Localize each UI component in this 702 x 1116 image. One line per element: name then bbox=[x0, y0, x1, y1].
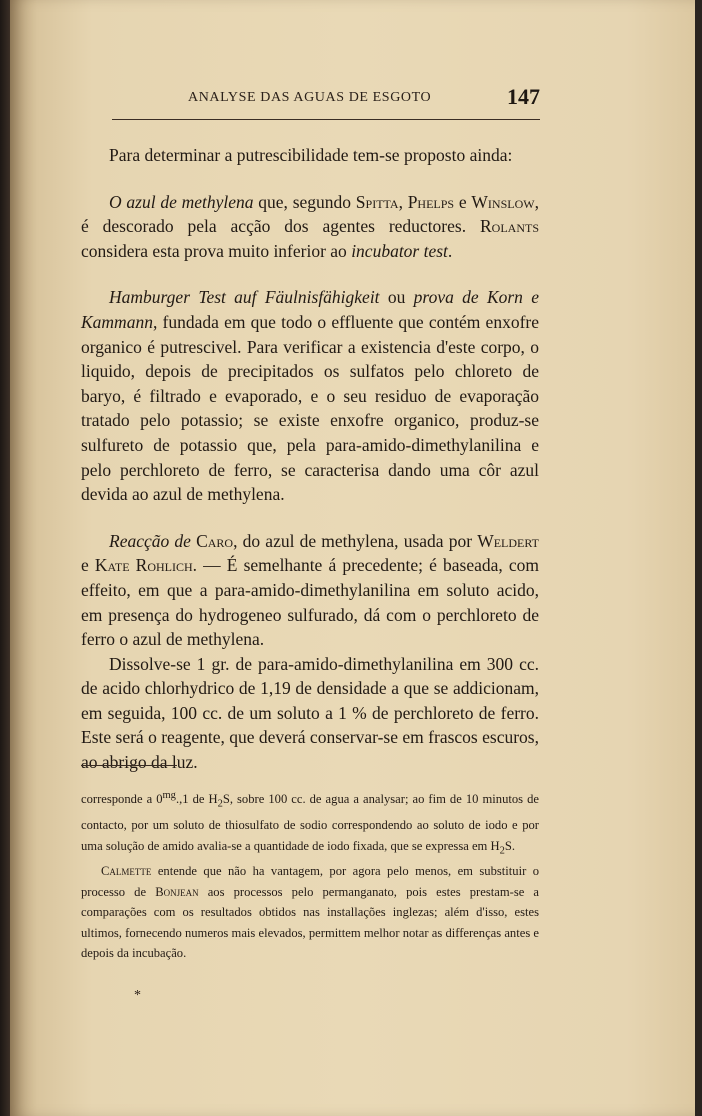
paragraph-reagent: Dissolve-se 1 gr. de para-amido-dimethylanilina em 300 cc. de acido chlorhydrico de 1,19 de densidade a que se addicionam, em seguida, 100 cc. de um soluto a 1 % de perchloreto de ferro. Este será o reagente, que deverá conservar-se em frascos escuros, ao abrigo da luz. bbox=[81, 653, 539, 773]
footnotes bbox=[81, 786, 539, 963]
header-rule bbox=[112, 119, 540, 120]
main-text bbox=[81, 143, 539, 775]
book-gutter bbox=[0, 0, 10, 1116]
page-header bbox=[188, 84, 540, 114]
page-number: 147 bbox=[507, 84, 540, 109]
running-title: ANALYSE DAS AGUAS DE ESGOTO bbox=[188, 90, 432, 105]
paragraph-caro-reaction: Reacção de Caro, do azul de methylena, usada por Weldert e Kate Rohlich. — É semelhante á precedente; é baseada, com effeito, em que a para-amido-dimethylanilina em soluto acido, em presença do hydrogeneo sulfurado, dá com o perchloreto de ferro o azul de methylena. bbox=[81, 530, 539, 650]
signature-mark: * bbox=[134, 988, 141, 1003]
paragraph-intro: Para determinar a putrescibilidade tem-se proposto ainda: bbox=[109, 145, 513, 165]
footnote-continuation: corresponde a $0^{mg}.,1$ de $H_2S$, sobre 100 cc. de agua a analysar; ao fim de 10 minutos de contacto, por um soluto de thiosulfato de sodio correspondendo ao soluto de iodo e por uma solução de amido avalia-se a quantidade de iodo fixada, que se expressa em $H_2S$. bbox=[81, 790, 539, 857]
footnote-rule bbox=[81, 765, 177, 766]
paragraph-hamburger-test: Hamburger Test auf Fäulnisfähigkeit ou prova de Korn e Kammann, fundada em que todo o effluente que contém enxofre organico é putrescivel. Para verificar a existencia d'este corpo, o liquido, depois de precipitados os sulfatos pelo chloreto de baryo, é filtrado e evaporado, e o seu residuo de evaporação tratado pelo potassio; se existe enxofre organico, produz-se sulfureto de potassio que, pela para-amido-dimethylanilina e pelo perchloreto de ferro, se caracterisa dando uma côr azul devida ao azul de methylena. bbox=[81, 287, 539, 505]
paragraph-methylene-blue: O azul de methylena que, segundo Spitta, Phelps e Winslow, é descorado pela acção dos agentes reductores. Rolants considera esta prova muito inferior ao incubator test. bbox=[81, 191, 539, 261]
footnote-calmette: Calmette entende que não ha vantagem, por agora pelo menos, em substituir o processo de Bonjean aos processos pelo permanganato, pois estes prestam-se a comparações com os resultados obtidos nas installações inglezas; além d'isso, estes ultimos, fornecendo numeros mais elevados, permittem melhor notar as differenças antes e depois da incubação. bbox=[81, 864, 540, 961]
